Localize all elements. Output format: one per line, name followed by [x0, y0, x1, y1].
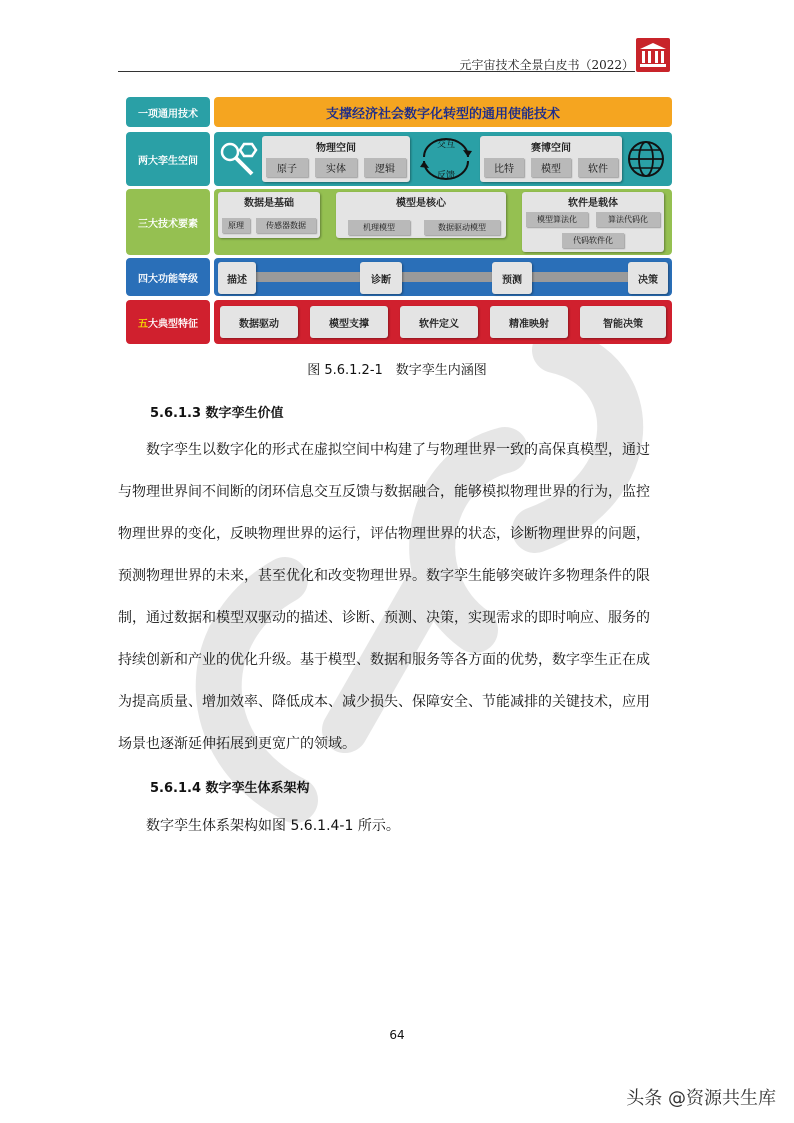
row-label: 四大功能等级: [126, 258, 210, 296]
banner: [214, 97, 672, 127]
function-levels-body: [214, 258, 672, 296]
bolt-wrench-icon: [218, 140, 258, 180]
paragraph-line: 场景也逐渐延伸拓展到更宽广的领域。: [118, 736, 356, 752]
cyber-item: 软件: [578, 158, 618, 177]
page-number: 64: [389, 1028, 405, 1042]
element-chip: 原理: [222, 218, 250, 233]
element-group-title: 软件是载体: [568, 198, 618, 209]
cyber-item: 比特: [484, 158, 524, 177]
row-tech-elements: [124, 189, 672, 255]
row-label: 一项通用技术: [126, 97, 210, 127]
row-label-rest: 大典型特征: [148, 318, 198, 330]
stage-card: 预测: [492, 262, 532, 294]
cycle-top-label: 交互: [436, 140, 455, 150]
cyber-item: 模型: [531, 158, 571, 177]
figure-caption: 图 5.6.1.2-1 数字孪生内涵图: [307, 363, 487, 378]
paragraph-line: 预测物理世界的未来，甚至优化和改变物理世界。数字孪生能够突破许多物理条件的限: [118, 568, 650, 584]
feature-card: 软件定义: [400, 306, 478, 338]
publisher-logo: [636, 38, 670, 72]
feature-card: 智能决策: [580, 306, 666, 338]
row-typical-features: [124, 300, 672, 344]
element-chip: 代码软件化: [562, 233, 624, 248]
row-label-first: 五: [138, 318, 148, 330]
element-group-title: 模型是核心: [396, 198, 446, 209]
progress-arrow: [214, 258, 672, 296]
element-chip: 模型算法化: [526, 212, 588, 227]
typical-features-body: [214, 300, 672, 344]
stage-card: 诊断: [360, 262, 402, 294]
element-chip: 算法代码化: [596, 212, 660, 227]
paragraph-line: 数字孪生体系架构如图 5.6.1.4-1 所示。: [118, 818, 400, 834]
physical-space-box: [262, 136, 410, 182]
running-header-title: 元宇宙技术全景白皮书（2022）: [459, 58, 634, 72]
row-general-technology: [124, 97, 672, 129]
paragraph-line: 与物理世界间不间断的闭环信息交互反馈与数据融合，能够模拟物理世界的行为，监控: [118, 484, 650, 500]
paragraph-line: 制，通过数据和模型双驱动的描述、诊断、预测、决策，实现需求的即时响应、服务的: [118, 610, 650, 626]
physical-space-title: 物理空间: [316, 143, 356, 154]
digital-twin-concept-diagram: [124, 97, 672, 345]
row-twin-spaces: [124, 132, 672, 186]
row-label: 两大孪生空间: [126, 132, 210, 186]
tech-elements-body: [214, 189, 672, 255]
row-function-levels: [124, 258, 672, 296]
pillar-logo-icon: [638, 41, 668, 69]
paragraph-line: 物理世界的变化，反映物理世界的运行，评估物理世界的状态，诊断物理世界的问题，: [118, 526, 650, 542]
paragraph-line: 为提高质量、增加效率、降低成本、减少损失、保障安全、节能减排的关键技术，应用: [118, 694, 650, 710]
paragraph-line: 持续创新和产业的优化升级。基于模型、数据和服务等各方面的优势，数字孪生正在成: [118, 652, 650, 668]
element-chip: 传感器数据: [256, 218, 316, 233]
element-group-data: [218, 192, 320, 238]
cyber-space-title: 赛博空间: [531, 143, 571, 154]
element-chip: 机理模型: [348, 220, 410, 235]
physical-item: 实体: [315, 158, 357, 177]
physical-item: 逻辑: [364, 158, 406, 177]
twin-spaces-body: [214, 132, 672, 186]
paragraph-line: 数字孪生以数字化的形式在虚拟空间中构建了与物理世界一致的高保真模型，通过: [118, 442, 650, 458]
globe-icon: [626, 139, 666, 179]
feature-card: 数据驱动: [220, 306, 298, 338]
feature-card: 模型支撑: [310, 306, 388, 338]
source-watermark: 头条 @资源共生库: [626, 1088, 776, 1109]
element-group-model: [336, 192, 506, 238]
element-group-software: [522, 192, 664, 252]
stage-card: 描述: [218, 262, 256, 294]
element-group-title: 数据是基础: [244, 198, 294, 209]
physical-item: 原子: [266, 158, 308, 177]
section-heading: 5.6.1.4 数字孪生体系架构: [150, 781, 310, 796]
section-heading: 5.6.1.3 数字孪生价值: [150, 406, 284, 421]
feature-card: 精准映射: [490, 306, 568, 338]
header-rule: [118, 71, 635, 72]
cyber-space-box: [480, 136, 622, 182]
element-chip: 数据驱动模型: [424, 220, 500, 235]
row-label: 三大技术要素: [126, 189, 210, 255]
row-label: [126, 300, 210, 344]
banner-text: 支撑经济社会数字化转型的通用使能技术: [325, 106, 560, 122]
stage-card: 决策: [628, 262, 668, 294]
cycle-bottom-label: 反馈: [436, 171, 455, 181]
